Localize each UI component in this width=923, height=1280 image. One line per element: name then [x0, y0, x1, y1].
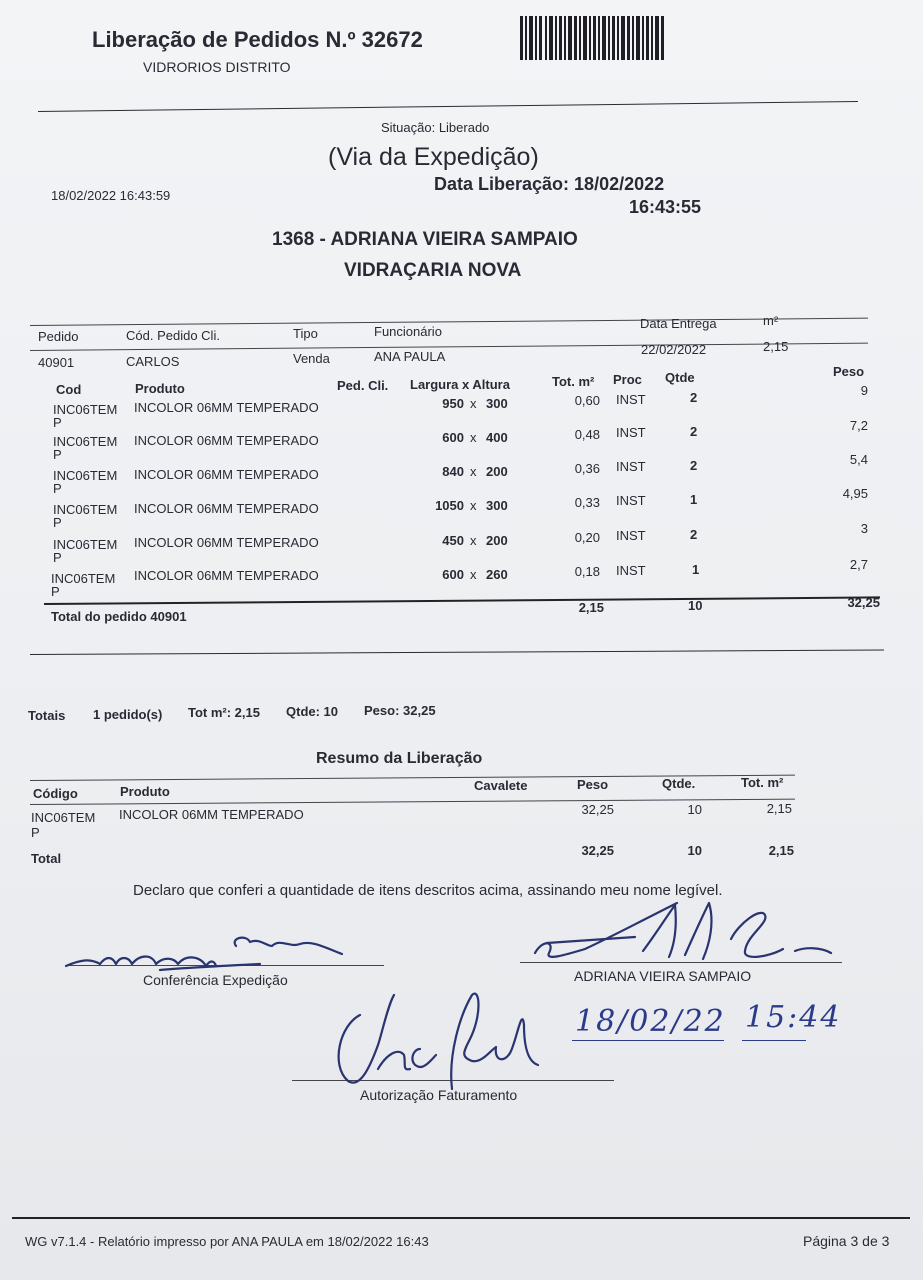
col-produto: Produto: [135, 381, 185, 396]
item-times: x: [470, 464, 477, 479]
summary-col-tot-m2: Tot. m²: [741, 775, 784, 790]
totals-qtde: Qtde: 10: [286, 704, 339, 719]
item-produto: INCOLOR 06MM TEMPERADO: [134, 467, 319, 482]
summary-title: Resumo da Liberação: [316, 750, 483, 767]
item-proc: INST: [616, 392, 646, 407]
order-total-peso: 32,25: [847, 595, 880, 610]
item-cod-suffix: P: [53, 481, 62, 496]
item-largura: 450: [442, 533, 464, 548]
item-produto: INCOLOR 06MM TEMPERADO: [134, 433, 319, 448]
col-tot-m2: Tot. m²: [552, 374, 595, 389]
summary-total-peso: 32,25: [581, 843, 614, 858]
summary-col-codigo: Código: [33, 786, 78, 801]
val-funcionario: ANA PAULA: [374, 349, 446, 364]
footer-page-number: Página 3 de 3: [803, 1233, 890, 1249]
summary-codigo-suffix: P: [31, 825, 40, 840]
totals-label: Totais: [28, 708, 66, 723]
item-qtde: 2: [690, 390, 698, 405]
handwritten-time: 15:44: [745, 1000, 842, 1035]
item-qtde: 1: [690, 492, 698, 507]
item-tot-m2: 0,48: [574, 427, 600, 442]
item-largura: 950: [442, 396, 464, 411]
item-cod-suffix: P: [53, 515, 62, 530]
item-times: x: [470, 567, 477, 582]
summary-col-peso: Peso: [577, 777, 609, 792]
item-altura: 400: [486, 430, 508, 445]
header-divider: [38, 101, 858, 112]
item-cod-suffix: P: [53, 447, 62, 462]
col-ped-cli: Ped. Cli.: [337, 378, 389, 393]
col-funcionario: Funcionário: [374, 324, 442, 339]
handwritten-time-underline: [742, 1040, 806, 1041]
val-pedido: 40901: [38, 355, 75, 370]
summary-produto: INCOLOR 06MM TEMPERADO: [119, 807, 304, 822]
conferencia-label: Conferência Expedição: [143, 972, 288, 988]
item-qtde: 2: [690, 424, 698, 439]
item-cod-suffix: P: [51, 584, 60, 599]
val-tipo: Venda: [293, 351, 330, 366]
col-pedido: Pedido: [38, 329, 79, 344]
conferencia-signature: [60, 920, 360, 980]
item-tot-m2: 0,20: [574, 530, 600, 545]
item-cod: INC06TEM: [51, 571, 116, 586]
col-data-entrega: Data Entrega: [640, 316, 717, 331]
totals-pedidos: 1 pedido(s): [93, 707, 163, 722]
col-tipo: Tipo: [293, 326, 318, 341]
item-largura: 840: [442, 464, 464, 479]
col-peso: Peso: [833, 364, 865, 379]
item-proc: INST: [616, 493, 646, 508]
item-altura: 200: [486, 464, 508, 479]
item-peso: 3: [860, 521, 868, 536]
summary-col-qtde: Qtde.: [662, 776, 696, 791]
item-produto: INCOLOR 06MM TEMPERADO: [134, 568, 319, 583]
item-altura: 200: [486, 533, 508, 548]
autorizacao-signature: [320, 985, 560, 1105]
summary-codigo: INC06TEM: [31, 810, 96, 825]
item-proc: INST: [616, 459, 646, 474]
item-peso: 2,7: [849, 557, 868, 572]
item-times: x: [470, 533, 477, 548]
summary-qtde: 10: [687, 802, 702, 817]
item-tot-m2: 0,33: [574, 495, 600, 510]
item-produto: INCOLOR 06MM TEMPERADO: [134, 535, 319, 550]
report-title: Liberação de Pedidos N.º 32672: [92, 27, 423, 52]
item-times: x: [470, 396, 477, 411]
val-data-entrega: 22/02/2022: [641, 342, 707, 357]
item-qtde: 2: [690, 458, 698, 473]
order-total-qtde: 10: [688, 598, 703, 613]
totals-peso: Peso: 32,25: [364, 703, 436, 718]
item-peso: 5,4: [849, 452, 868, 467]
release-time: 16:43:55: [629, 197, 702, 217]
summary-total-qtde: 10: [687, 843, 702, 858]
barcode-icon: [520, 16, 665, 60]
footer-left: WG v7.1.4 - Relatório impresso por ANA PAULA em 18/02/2022 16:43: [25, 1234, 429, 1249]
release-date: Data Liberação: 18/02/2022: [434, 174, 665, 194]
item-cod: INC06TEM: [53, 537, 118, 552]
item-times: x: [470, 498, 477, 513]
item-peso: 9: [860, 383, 868, 398]
order-total-label: Total do pedido 40901: [51, 609, 187, 624]
item-qtde: 2: [690, 527, 698, 542]
col-cod-pedido-cli: Cód. Pedido Cli.: [126, 328, 220, 343]
status-text: Situação: Liberado: [381, 120, 490, 135]
val-cod-pedido-cli: CARLOS: [126, 354, 180, 369]
summary-tot-m2: 2,15: [766, 801, 792, 816]
footer-line: [12, 1217, 910, 1219]
order-header-line: [30, 343, 868, 351]
item-largura: 600: [442, 567, 464, 582]
copy-label: (Via da Expedição): [328, 143, 539, 171]
summary-total-label: Total: [31, 851, 62, 866]
item-produto: INCOLOR 06MM TEMPERADO: [134, 501, 319, 516]
summary-col-cavalete: Cavalete: [474, 778, 528, 793]
col-cod: Cod: [56, 382, 82, 397]
handwritten-date: 18/02/22: [575, 1004, 726, 1039]
customer-name: 1368 - ADRIANA VIEIRA SAMPAIO: [272, 229, 578, 250]
item-altura: 300: [486, 498, 508, 513]
item-cod: INC06TEM: [53, 468, 118, 483]
item-tot-m2: 0,36: [574, 461, 600, 476]
col-qtde: Qtde: [665, 370, 695, 385]
item-tot-m2: 0,18: [574, 564, 600, 579]
item-peso: 7,2: [849, 418, 868, 433]
item-proc: INST: [616, 563, 646, 578]
item-qtde: 1: [692, 562, 700, 577]
item-produto: INCOLOR 06MM TEMPERADO: [134, 400, 319, 415]
company-name: VIDRORIOS DISTRITO: [143, 59, 291, 75]
totals-tot-m2: Tot m²: 2,15: [188, 705, 260, 720]
cliente-signature: [525, 895, 845, 975]
print-datetime: 18/02/2022 16:43:59: [51, 188, 171, 203]
item-tot-m2: 0,60: [574, 393, 600, 408]
autorizacao-label: Autorização Faturamento: [360, 1087, 518, 1103]
declaration: Declaro que conferi a quantidade de itens descritos acima, assinando meu nome legível.: [133, 882, 723, 899]
item-proc: INST: [616, 425, 646, 440]
item-altura: 260: [486, 567, 508, 582]
item-peso: 4,95: [842, 486, 868, 501]
col-m2: m²: [763, 313, 779, 328]
item-cod-suffix: P: [53, 415, 62, 430]
customer-company: VIDRAÇARIA NOVA: [344, 260, 522, 281]
val-m2: 2,15: [763, 339, 789, 354]
summary-peso: 32,25: [581, 802, 614, 817]
item-largura: 600: [442, 430, 464, 445]
item-cod: INC06TEM: [53, 402, 118, 417]
col-largura-altura: Largura x Altura: [410, 377, 510, 392]
item-largura: 1050: [435, 498, 464, 513]
item-cod: INC06TEM: [53, 434, 118, 449]
order-top-line: [30, 318, 868, 326]
item-proc: INST: [616, 528, 646, 543]
item-times: x: [470, 430, 477, 445]
order-bottom-line: [30, 650, 884, 655]
col-proc: Proc: [613, 372, 642, 387]
order-total-line: [44, 596, 880, 605]
handwritten-date-underline: [572, 1040, 724, 1041]
cliente-label: ADRIANA VIEIRA SAMPAIO: [574, 968, 752, 984]
item-cod: INC06TEM: [53, 502, 118, 517]
item-cod-suffix: P: [53, 550, 62, 565]
item-altura: 300: [486, 396, 508, 411]
order-total-m2: 2,15: [578, 600, 604, 615]
summary-total-tot-m2: 2,15: [768, 843, 794, 858]
summary-col-produto: Produto: [120, 784, 170, 799]
